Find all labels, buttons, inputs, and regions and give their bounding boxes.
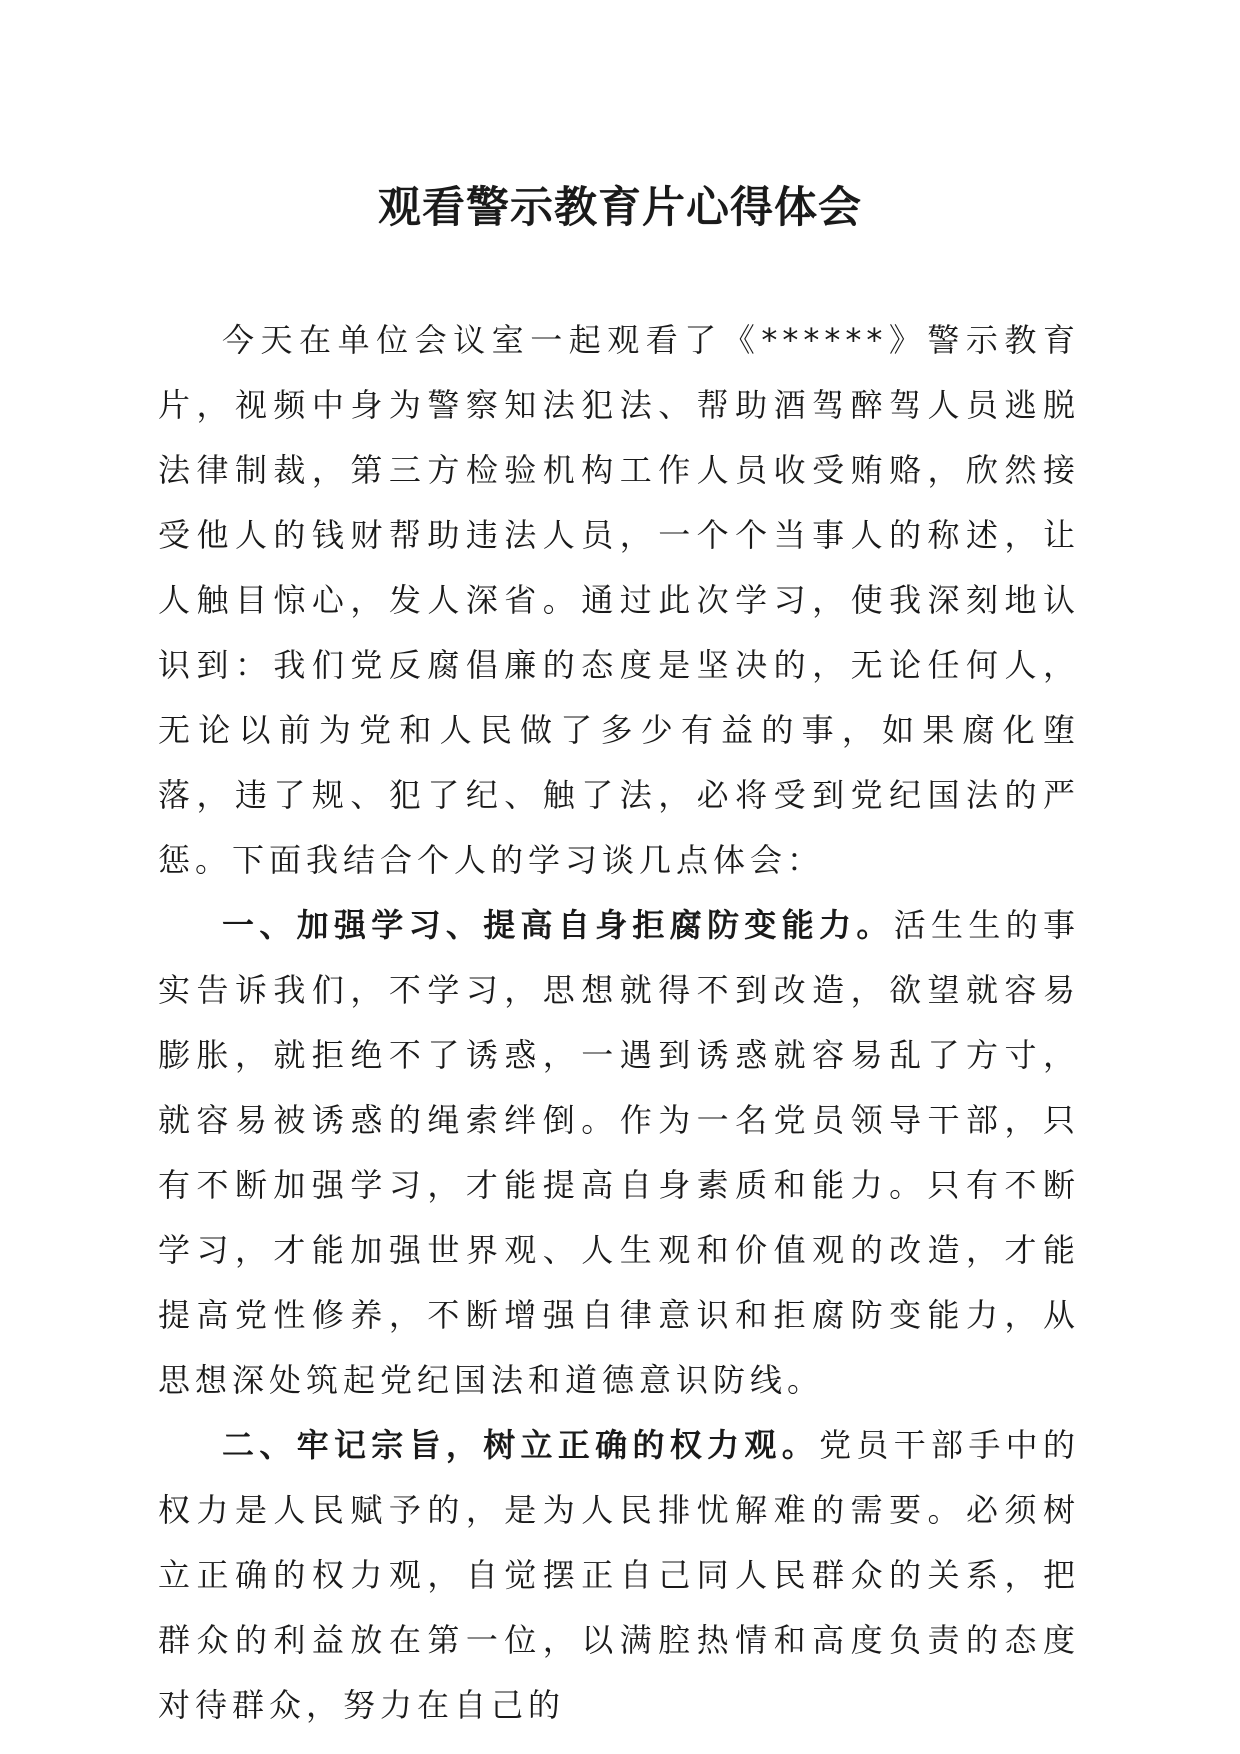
document-title: 观看警示教育片心得体会 [378, 183, 862, 233]
section-2-paragraph [158, 1413, 1080, 1738]
section-1-body: 活生生的事实告诉我们，不学习，思想就得不到改造，欲望就容易膨胀，就拒绝不了诱惑，一遇到诱惑就容易乱了方寸，就容易被诱惑的绳索绊倒。作为一名党员领导干部，只有不断加强学习，才能提高自身素质和能力。只有不断学习，才能加强世界观、人生观和价值观的改造，才能提高党性修养，不断增强自律意识和拒腐防变能力，从思想深处筑起党纪国法和道德意识防线。 [158, 906, 1080, 1399]
section-1-heading: 一、加强学习、提高自身拒腐防变能力。 [222, 906, 894, 944]
document-body [158, 308, 1080, 1738]
section-2-heading: 二、牢记宗旨，树立正确的权力观。 [222, 1426, 820, 1464]
section-1-paragraph [158, 893, 1080, 1413]
section-2-body: 党员干部手中的权力是人民赋予的，是为人民排忧解难的需要。必须树立正确的权力观，自觉摆正自己同人民群众的关系，把群众的利益放在第一位，以满腔热情和高度负责的态度对待群众，努力在自己的 [158, 1426, 1080, 1724]
intro-paragraph: 今天在单位会议室一起观看了《******》警示教育片，视频中身为警察知法犯法、帮助酒驾醉驾人员逃脱法律制裁，第三方检验机构工作人员收受贿赂，欣然接受他人的钱财帮助违法人员，一个个当事人的称述，让人触目惊心，发人深省。通过此次学习，使我深刻地认识到：我们党反腐倡廉的态度是坚决的，无论任何人，无论以前为党和人民做了多少有益的事，如果腐化堕落，违了规、犯了纪、触了法，必将受到党纪国法的严惩。下面我结合个人的学习谈几点体会： [158, 321, 1080, 879]
